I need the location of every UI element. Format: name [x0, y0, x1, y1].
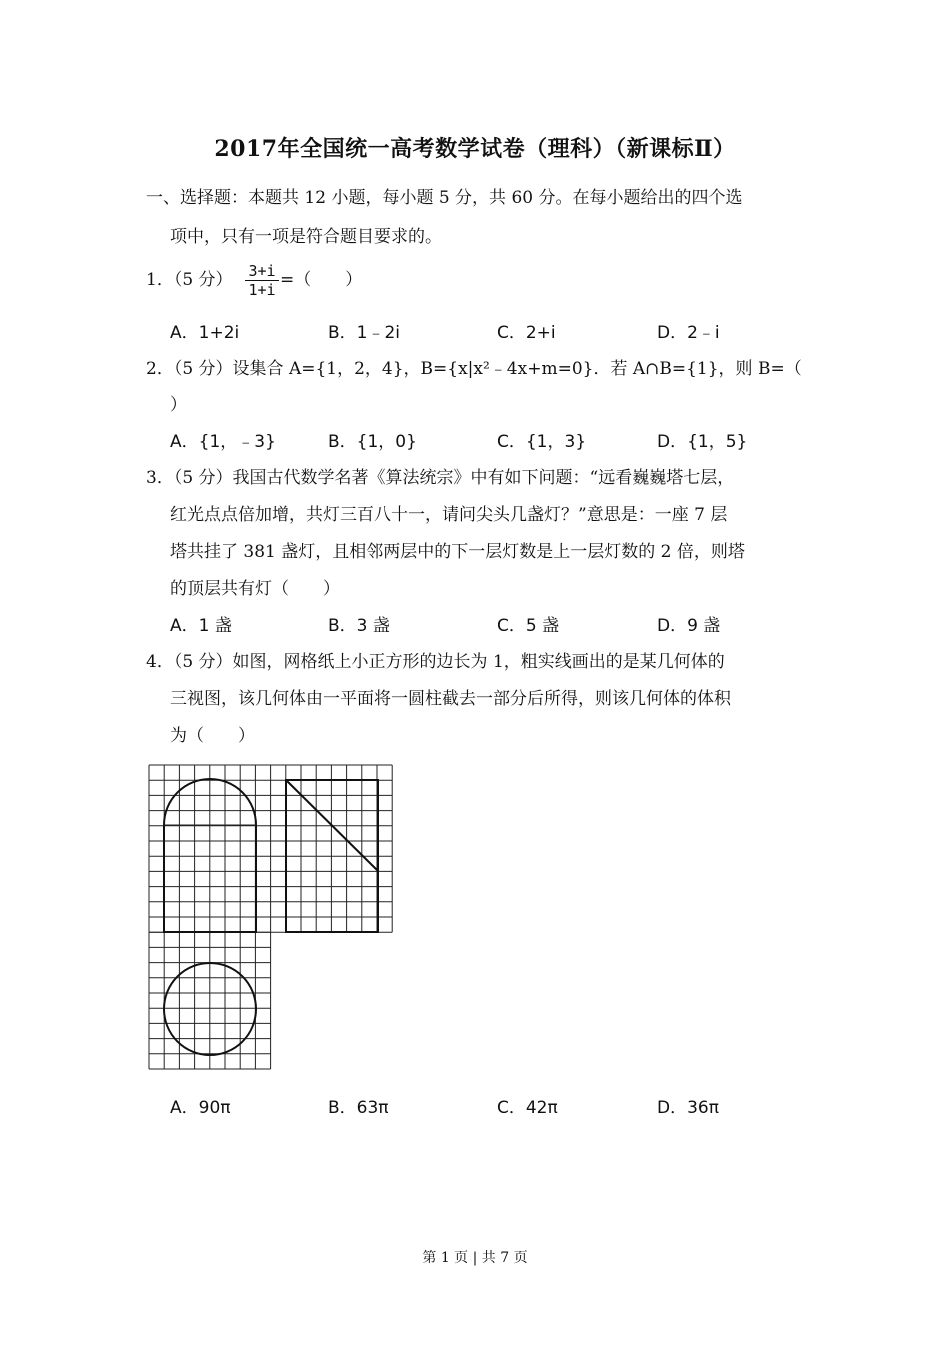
q3-option-a: A．1 盏 — [170, 616, 232, 636]
q1-suffix: =（ ） — [280, 270, 363, 290]
q1-fraction — [245, 262, 279, 299]
q4-option-a: A．90π — [170, 1098, 231, 1118]
q4-text-line-3: 为（ ） — [170, 726, 255, 746]
q3-text-line-3: 塔共挂了 381 盏灯，且相邻两层中的下一层灯数是上一层灯数的 2 倍，则塔 — [170, 542, 745, 562]
q2-text-line-2: ） — [170, 395, 187, 415]
q1-option-d: D．2﹣i — [657, 323, 720, 343]
section-heading-line-2: 项中，只有一项是符合题目要求的。 — [170, 227, 442, 247]
q3-text-line-1: 3．（5 分）我国古代数学名著《算法统宗》中有如下问题：“远看巍巍塔七层， — [146, 468, 735, 488]
three-view-figure — [148, 764, 396, 1072]
q4-text-line-2: 三视图，该几何体由一平面将一圆柱截去一部分后所得，则该几何体的体积 — [170, 689, 731, 709]
q3-option-b: B．3 盏 — [328, 616, 390, 636]
q1-option-c: C．2+i — [497, 323, 556, 343]
q2-text-line-1: 2．（5 分）设集合 A={1，2，4}，B={x|x²﹣4x+m=0}．若 A∩B={1}，则 B=（ — [146, 359, 802, 379]
q3-option-d: D．9 盏 — [657, 616, 721, 636]
q1-option-b: B．1﹣2i — [328, 323, 401, 343]
q1-prefix: 1．（5 分） — [146, 270, 233, 290]
q2-option-d: D．{1，5} — [657, 432, 748, 452]
q1-numerator: 3+i — [248, 262, 276, 280]
q2-option-a: A．{1，﹣3} — [170, 432, 276, 452]
q4-option-c: C．42π — [497, 1098, 558, 1118]
page-title: 2017年全国统一高考数学试卷（理科）（新课标Ⅱ） — [214, 136, 736, 162]
q3-option-c: C．5 盏 — [497, 616, 560, 636]
q3-text-line-2: 红光点点倍加增，共灯三百八十一，请问尖头几盏灯？”意思是：一座 7 层 — [170, 505, 728, 525]
q2-option-b: B．{1，0} — [328, 432, 417, 452]
section-heading-line-1: 一、选择题：本题共 12 小题，每小题 5 分，共 60 分。在每小题给出的四个选 — [146, 188, 743, 208]
q1-denominator: 1+i — [248, 281, 276, 299]
q1-option-a: A．1+2i — [170, 323, 240, 343]
grid-paper — [149, 765, 392, 1069]
q2-option-c: C．{1，3} — [497, 432, 587, 452]
page-footer: 第 1 页 | 共 7 页 — [422, 1250, 528, 1266]
q3-text-line-4: 的顶层共有灯（ ） — [170, 579, 340, 599]
q4-option-b: B．63π — [328, 1098, 389, 1118]
q4-option-d: D．36π — [657, 1098, 719, 1118]
q4-text-line-1: 4．（5 分）如图，网格纸上小正方形的边长为 1，粗实线画出的是某几何体的 — [146, 652, 725, 672]
